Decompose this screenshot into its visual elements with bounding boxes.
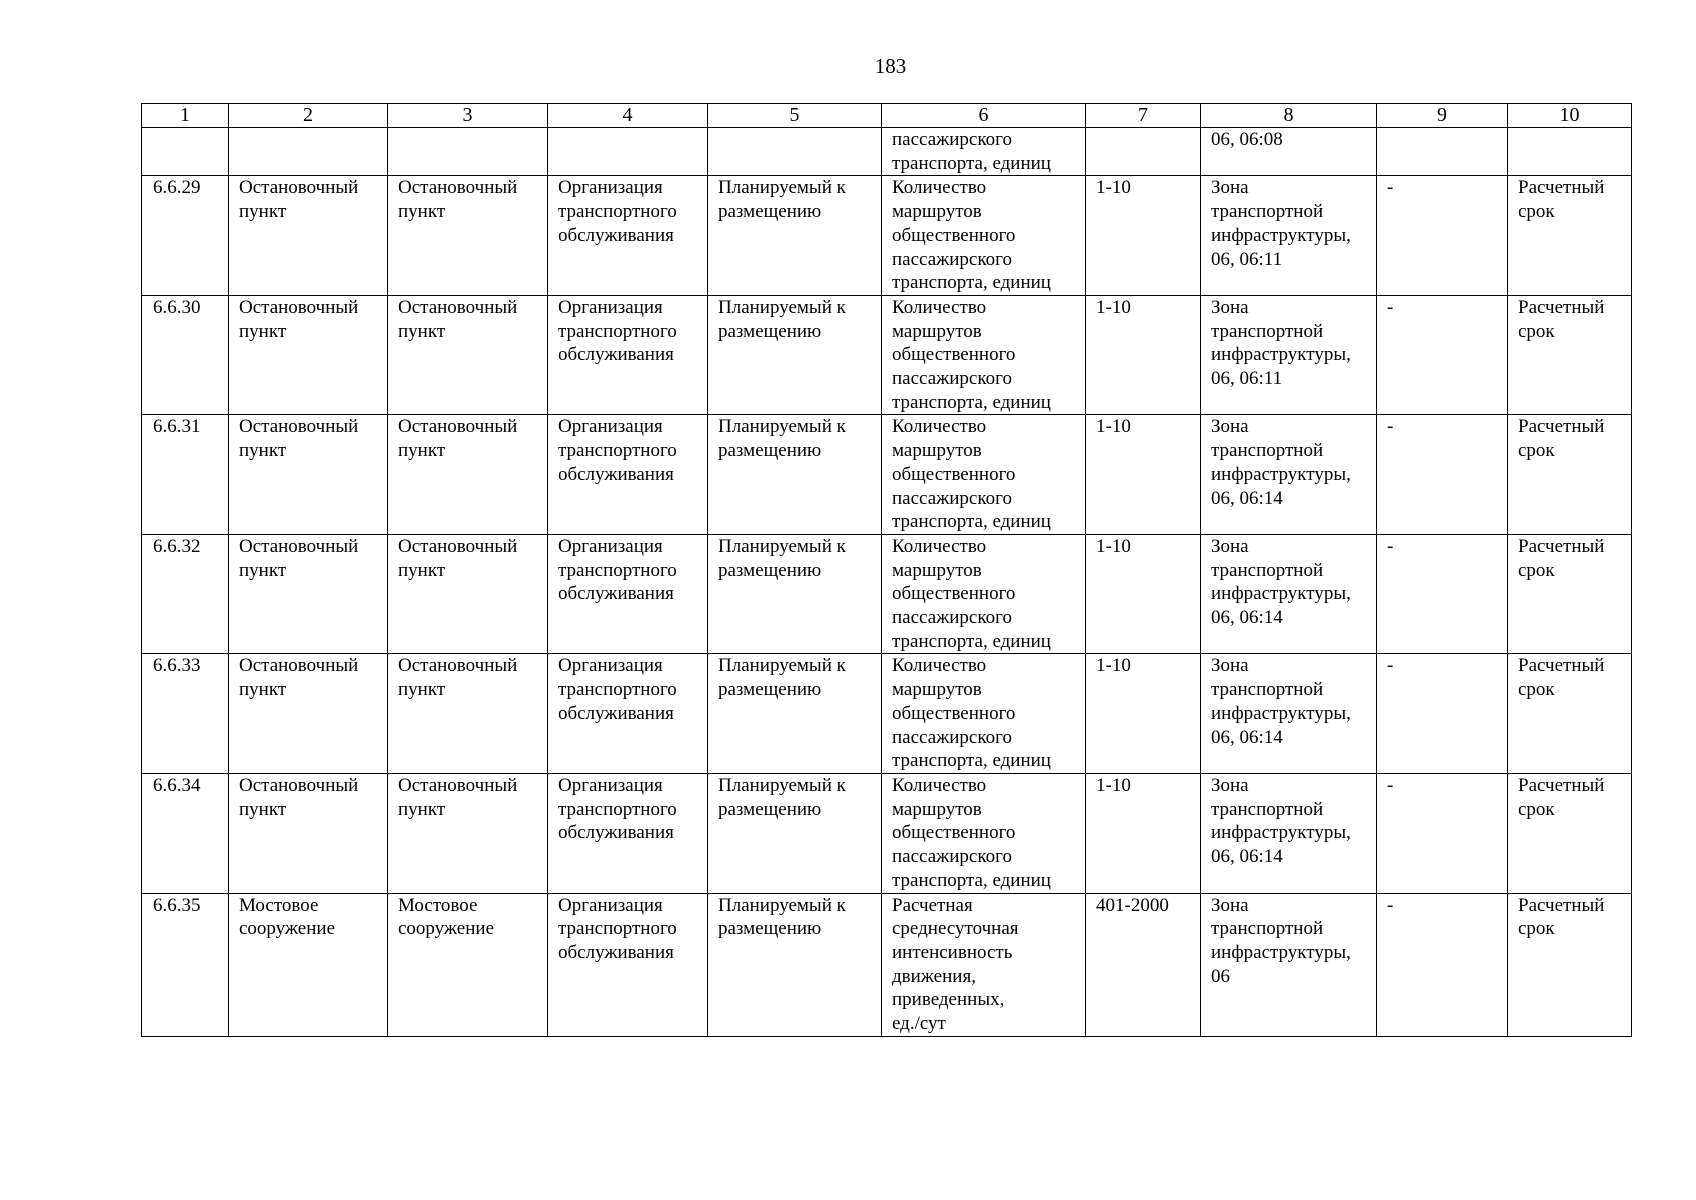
cell-line: размещению (718, 918, 822, 940)
table-cell-indicator (882, 128, 1086, 176)
cell-line: Планируемый к (718, 535, 846, 557)
cell-line: транспортной (1211, 679, 1324, 701)
header-cell: 4 (548, 104, 708, 128)
table-cell-name (229, 534, 388, 654)
table-body (142, 128, 1632, 1037)
header-cell: 2 (229, 104, 388, 128)
header-cell: 7 (1086, 104, 1201, 128)
cell-line: 06, 06:14 (1211, 846, 1283, 868)
table-cell-term (1508, 654, 1632, 774)
table-cell (1086, 128, 1201, 176)
table-cell-term (1508, 773, 1632, 893)
table-cell-value: 1-10 (1086, 654, 1201, 774)
cell-line: обслуживания (558, 344, 674, 366)
table-row (142, 534, 1632, 654)
table-cell-zone (1201, 295, 1377, 415)
cell-line: Количество (892, 535, 987, 557)
cell-line: Остановочный (398, 416, 518, 438)
table-cell-name (229, 893, 388, 1036)
table-cell-protection-zone: - (1377, 295, 1508, 415)
cell-line: общественного (892, 344, 1016, 366)
cell-line: транспорта, единиц (892, 630, 1051, 652)
table-cell-number: 6.6.31 (142, 415, 229, 535)
cell-line: транспортного (558, 918, 677, 940)
cell-line: инфраструктуры, (1211, 702, 1351, 724)
cell-line: Зона (1211, 416, 1249, 438)
cell-line: пассажирского (892, 487, 1012, 509)
cell-line: транспорта, единиц (892, 511, 1051, 533)
table-cell-zone (1201, 773, 1377, 893)
header-cell: 10 (1508, 104, 1632, 128)
cell-line: пассажирского (892, 846, 1012, 868)
table-cell-protection-zone: - (1377, 534, 1508, 654)
table-cell-term (1508, 295, 1632, 415)
cell-line: размещению (718, 798, 822, 820)
cell-line: маршрутов (892, 559, 982, 581)
table-cell-type (388, 773, 548, 893)
cell-line: Зона (1211, 894, 1249, 916)
table-cell-value: 401-2000 (1086, 893, 1201, 1036)
table-row (142, 415, 1632, 535)
cell-line: Остановочный (398, 655, 518, 677)
table-cell-zone (1201, 415, 1377, 535)
table-cell-status (708, 295, 882, 415)
cell-line: обслуживания (558, 822, 674, 844)
cell-line: 06, 06:14 (1211, 487, 1283, 509)
cell-line: Планируемый к (718, 774, 846, 796)
cell-line: транспортной (1211, 918, 1324, 940)
cell-line: Расчетный (1518, 177, 1605, 199)
table-cell-zone (1201, 128, 1377, 176)
cell-line: обслуживания (558, 702, 674, 724)
cell-line: обслуживания (558, 224, 674, 246)
table-cell-name (229, 773, 388, 893)
cell-line: Остановочный (239, 655, 359, 677)
cell-line: общественного (892, 702, 1016, 724)
cell-line: маршрутов (892, 201, 982, 223)
cell-line: инфраструктуры, (1211, 822, 1351, 844)
cell-line: пункт (398, 201, 446, 223)
table-cell-type (388, 415, 548, 535)
cell-line: среднесуточная (892, 918, 1019, 940)
cell-line: Количество (892, 296, 987, 318)
cell-line: ед./сут (892, 1013, 946, 1035)
table-cell-purpose (548, 176, 708, 296)
cell-line: инфраструктуры, (1211, 344, 1351, 366)
cell-line: Расчетный (1518, 535, 1605, 557)
table-cell-name (229, 295, 388, 415)
table-cell-purpose (548, 654, 708, 774)
table-row (142, 295, 1632, 415)
cell-line: общественного (892, 822, 1016, 844)
cell-line: маршрутов (892, 440, 982, 462)
table-cell-name (229, 415, 388, 535)
cell-line: транспортной (1211, 201, 1324, 223)
cell-line: транспорта, единиц (892, 750, 1051, 772)
table-cell-purpose (548, 295, 708, 415)
cell-line: инфраструктуры, (1211, 463, 1351, 485)
header-cell: 3 (388, 104, 548, 128)
table-cell-zone (1201, 534, 1377, 654)
table-cell-value: 1-10 (1086, 773, 1201, 893)
table-cell-protection-zone: - (1377, 654, 1508, 774)
cell-line: сооружение (239, 918, 336, 940)
table-cell (548, 128, 708, 176)
table-cell-protection-zone: - (1377, 176, 1508, 296)
cell-line: инфраструктуры, (1211, 583, 1351, 605)
table-cell-zone (1201, 654, 1377, 774)
cell-line: пассажирского (892, 248, 1012, 270)
cell-line: Количество (892, 177, 987, 199)
cell-line: пассажирского (892, 129, 1012, 150)
table-cell-zone (1201, 176, 1377, 296)
cell-line: размещению (718, 559, 822, 581)
table-cell-protection-zone: - (1377, 415, 1508, 535)
table-cell (142, 128, 229, 176)
cell-line: Остановочный (239, 296, 359, 318)
cell-line: маршрутов (892, 679, 982, 701)
table-cell-purpose (548, 893, 708, 1036)
cell-line: 06, 06:14 (1211, 607, 1283, 629)
cell-line: Планируемый к (718, 416, 846, 438)
cell-line: общественного (892, 583, 1016, 605)
cell-line: Остановочный (239, 177, 359, 199)
cell-line: срок (1518, 798, 1555, 820)
table-cell-purpose (548, 415, 708, 535)
table-cell-status (708, 893, 882, 1036)
cell-line: Мостовое (398, 894, 478, 916)
table-cell-value: 1-10 (1086, 295, 1201, 415)
cell-line: срок (1518, 918, 1555, 940)
cell-line: Расчетный (1518, 774, 1605, 796)
cell-line: срок (1518, 679, 1555, 701)
header-cell: 6 (882, 104, 1086, 128)
cell-line: транспортной (1211, 440, 1324, 462)
table-cell-indicator (882, 415, 1086, 535)
table-cell (388, 128, 548, 176)
table-cell-indicator (882, 773, 1086, 893)
cell-line: Зона (1211, 774, 1249, 796)
table-row (142, 773, 1632, 893)
cell-line: Остановочный (398, 535, 518, 557)
table-cell-status (708, 415, 882, 535)
cell-line: обслуживания (558, 463, 674, 485)
cell-line: Зона (1211, 177, 1249, 199)
table-cell-status (708, 176, 882, 296)
cell-line: пункт (239, 679, 287, 701)
cell-line: сооружение (398, 918, 495, 940)
table-cell-name (229, 654, 388, 774)
cell-line: инфраструктуры, (1211, 224, 1351, 246)
cell-line: Организация (558, 177, 663, 199)
cell-line: пункт (398, 440, 446, 462)
cell-line: движения, (892, 965, 976, 987)
cell-line: транспорта, единиц (892, 152, 1051, 174)
cell-line: размещению (718, 201, 822, 223)
cell-line: Организация (558, 296, 663, 318)
table-cell-value: 1-10 (1086, 534, 1201, 654)
table-cell-protection-zone: - (1377, 773, 1508, 893)
cell-line: Расчетный (1518, 894, 1605, 916)
page-number: 183 (874, 54, 907, 78)
table-cell-number: 6.6.34 (142, 773, 229, 893)
table-cell (229, 128, 388, 176)
cell-line: Зона (1211, 655, 1249, 677)
table-cell-number: 6.6.35 (142, 893, 229, 1036)
cell-line: размещению (718, 679, 822, 701)
cell-line: интенсивность (892, 941, 1013, 963)
table-cell-indicator (882, 534, 1086, 654)
header-cell: 8 (1201, 104, 1377, 128)
cell-line: маршрутов (892, 798, 982, 820)
table-cell-type (388, 654, 548, 774)
cell-line: Организация (558, 535, 663, 557)
table-row (142, 176, 1632, 296)
cell-line: пассажирского (892, 607, 1012, 629)
table-cell-indicator (882, 654, 1086, 774)
document-table (141, 103, 1632, 1037)
table-cell-indicator (882, 176, 1086, 296)
cell-line: обслуживания (558, 941, 674, 963)
cell-line: Количество (892, 416, 987, 438)
continuation-row (142, 128, 1632, 176)
header-cell: 1 (142, 104, 229, 128)
table-cell-number: 6.6.29 (142, 176, 229, 296)
cell-line: Организация (558, 774, 663, 796)
cell-line: 06, 06:08 (1211, 129, 1283, 150)
table-cell-term (1508, 893, 1632, 1036)
cell-line: срок (1518, 559, 1555, 581)
cell-line: транспорта, единиц (892, 391, 1051, 413)
table-cell (1377, 128, 1508, 176)
table-cell (1508, 128, 1632, 176)
cell-line: пункт (239, 798, 287, 820)
cell-line: транспортного (558, 679, 677, 701)
table-cell-number: 6.6.30 (142, 295, 229, 415)
table-cell-number: 6.6.33 (142, 654, 229, 774)
table-cell-type (388, 295, 548, 415)
header-cell: 5 (708, 104, 882, 128)
cell-line: Остановочный (239, 416, 359, 438)
cell-line: пункт (398, 559, 446, 581)
cell-line: приведенных, (892, 989, 1005, 1011)
table-cell-term (1508, 176, 1632, 296)
header-cell: 9 (1377, 104, 1508, 128)
cell-line: 06, 06:11 (1211, 248, 1283, 270)
cell-line: Расчетная (892, 894, 973, 916)
cell-line: пункт (239, 559, 287, 581)
cell-line: пассажирского (892, 368, 1012, 390)
table-cell-zone (1201, 893, 1377, 1036)
table-cell-status (708, 654, 882, 774)
table-cell-term (1508, 534, 1632, 654)
cell-line: Планируемый к (718, 177, 846, 199)
cell-line: Остановочный (398, 774, 518, 796)
cell-line: транспортного (558, 440, 677, 462)
cell-line: размещению (718, 440, 822, 462)
table-cell-indicator (882, 893, 1086, 1036)
cell-line: транспорта, единиц (892, 272, 1051, 294)
cell-line: транспортного (558, 559, 677, 581)
cell-line: маршрутов (892, 320, 982, 342)
cell-line: пункт (398, 798, 446, 820)
cell-line: 06 (1211, 965, 1230, 987)
table-row (142, 654, 1632, 774)
cell-line: Планируемый к (718, 296, 846, 318)
cell-line: Расчетный (1518, 655, 1605, 677)
cell-line: Планируемый к (718, 655, 846, 677)
cell-line: Планируемый к (718, 894, 846, 916)
cell-line: Остановочный (398, 296, 518, 318)
cell-line: срок (1518, 201, 1555, 223)
table-cell-term (1508, 415, 1632, 535)
table-cell-type (388, 176, 548, 296)
cell-line: 06, 06:11 (1211, 368, 1283, 390)
table-cell-number: 6.6.32 (142, 534, 229, 654)
cell-line: Остановочный (239, 774, 359, 796)
header-row (142, 104, 1632, 128)
cell-line: Организация (558, 416, 663, 438)
cell-line: транспорта, единиц (892, 869, 1051, 891)
table-cell-type (388, 893, 548, 1036)
cell-line: Мостовое (239, 894, 319, 916)
cell-line: транспортной (1211, 798, 1324, 820)
cell-line: Количество (892, 774, 987, 796)
cell-line: пункт (398, 679, 446, 701)
cell-line: Организация (558, 655, 663, 677)
cell-line: пункт (239, 320, 287, 342)
table-cell-status (708, 534, 882, 654)
cell-line: Количество (892, 655, 987, 677)
cell-line: Зона (1211, 296, 1249, 318)
cell-line: Организация (558, 894, 663, 916)
cell-line: Остановочный (398, 177, 518, 199)
table-cell-protection-zone: - (1377, 893, 1508, 1036)
table-cell-status (708, 773, 882, 893)
cell-line: срок (1518, 320, 1555, 342)
table-cell-value: 1-10 (1086, 176, 1201, 296)
cell-line: транспортного (558, 320, 677, 342)
cell-line: обслуживания (558, 583, 674, 605)
cell-line: транспортной (1211, 320, 1324, 342)
cell-line: пассажирского (892, 726, 1012, 748)
cell-line: пункт (239, 201, 287, 223)
cell-line: срок (1518, 440, 1555, 462)
cell-line: Зона (1211, 535, 1249, 557)
table-cell-indicator (882, 295, 1086, 415)
cell-line: пункт (239, 440, 287, 462)
table-cell-purpose (548, 534, 708, 654)
cell-line: общественного (892, 463, 1016, 485)
cell-line: Расчетный (1518, 416, 1605, 438)
cell-line: размещению (718, 320, 822, 342)
cell-line: 06, 06:14 (1211, 726, 1283, 748)
cell-line: Расчетный (1518, 296, 1605, 318)
table-row (142, 893, 1632, 1036)
cell-line: общественного (892, 224, 1016, 246)
cell-line: инфраструктуры, (1211, 941, 1351, 963)
cell-line: транспортного (558, 798, 677, 820)
table-cell-type (388, 534, 548, 654)
cell-line: пункт (398, 320, 446, 342)
cell-line: транспортной (1211, 559, 1324, 581)
cell-line: Остановочный (239, 535, 359, 557)
table-cell (708, 128, 882, 176)
cell-line: транспортного (558, 201, 677, 223)
table-cell-value: 1-10 (1086, 415, 1201, 535)
table-cell-purpose (548, 773, 708, 893)
table-cell-name (229, 176, 388, 296)
